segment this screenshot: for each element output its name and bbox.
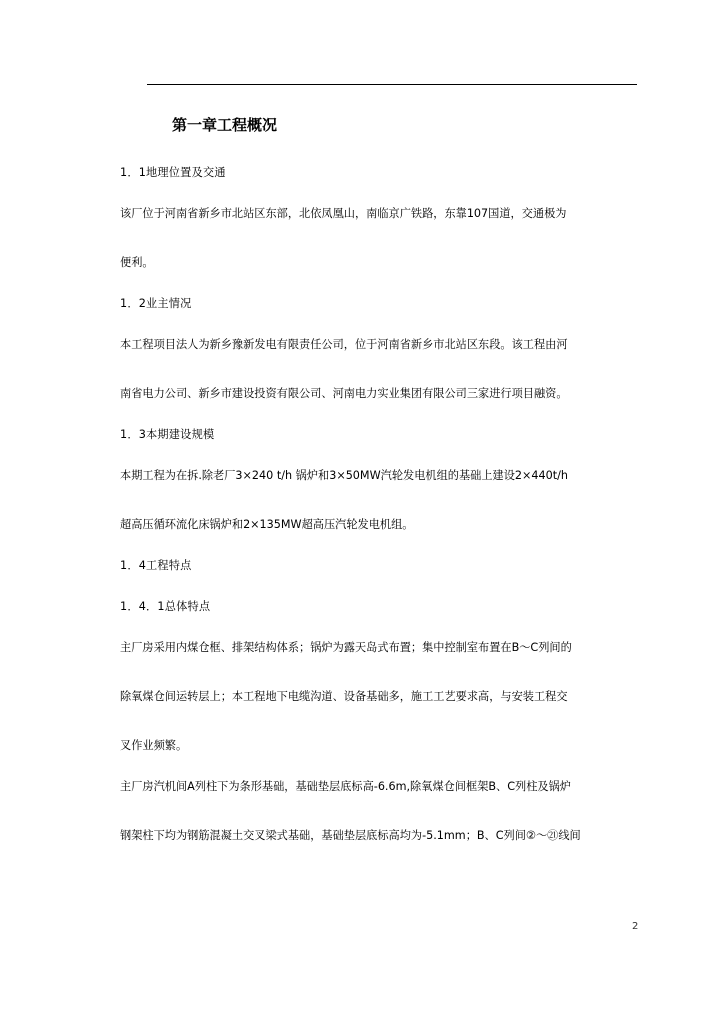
paragraph-line: 本期工程为在拆.除老厂3×240 t/h 锅炉和3×50MW汽轮发电机组的基础上建设2×440t/h: [120, 469, 568, 482]
paragraph-line: 除氧煤仓间运转层上；本工程地下电缆沟道、设备基础多，施工工艺要求高，与安装工程交: [120, 690, 568, 703]
page-number: 2: [632, 921, 639, 932]
paragraph-line: 主厂房汽机间A列柱下为条形基础，基础垫层底标高-6.6m,除氧煤仓间框架B、C列柱及锅炉: [120, 780, 571, 793]
paragraph-line: 南省电力公司、新乡市建设投资有限公司、河南电力实业集团有限公司三家进行项目融资。: [120, 387, 568, 400]
paragraph-line: 钢架柱下均为钢筋混凝土交叉梁式基础，基础垫层底标高均为-5.1mm；B、C列间②～㉑线间: [120, 829, 581, 842]
paragraph-line: 该厂位于河南省新乡市北站区东部，北依凤凰山，南临京广铁路，东靠107国道，交通极为: [120, 207, 567, 220]
paragraph-line: 超高压循环流化床锅炉和2×135MW超高压汽轮发电机组。: [120, 518, 414, 531]
section-heading-1-2: 1．2业主情况: [120, 297, 192, 310]
paragraph-line: 主厂房采用内煤仓框、排架结构体系；锅炉为露天岛式布置；集中控制室布置在B～C列间的: [120, 641, 572, 654]
section-heading-1-3: 1．3本期建设规模: [120, 428, 215, 441]
header-rule: [147, 84, 637, 85]
section-heading-1-4-1: 1．4．1总体特点: [120, 600, 211, 613]
paragraph-line: 本工程项目法人为新乡豫新发电有限责任公司，位于河南省新乡市北站区东段。该工程由河: [120, 338, 568, 351]
section-heading-1-4: 1．4工程特点: [120, 559, 192, 572]
section-heading-1-1: 1．1地理位置及交通: [120, 166, 226, 179]
chapter-title: 第一章工程概况: [172, 116, 278, 134]
paragraph-line: 便利。: [120, 256, 154, 269]
paragraph-line: 叉作业频繁。: [120, 739, 188, 752]
